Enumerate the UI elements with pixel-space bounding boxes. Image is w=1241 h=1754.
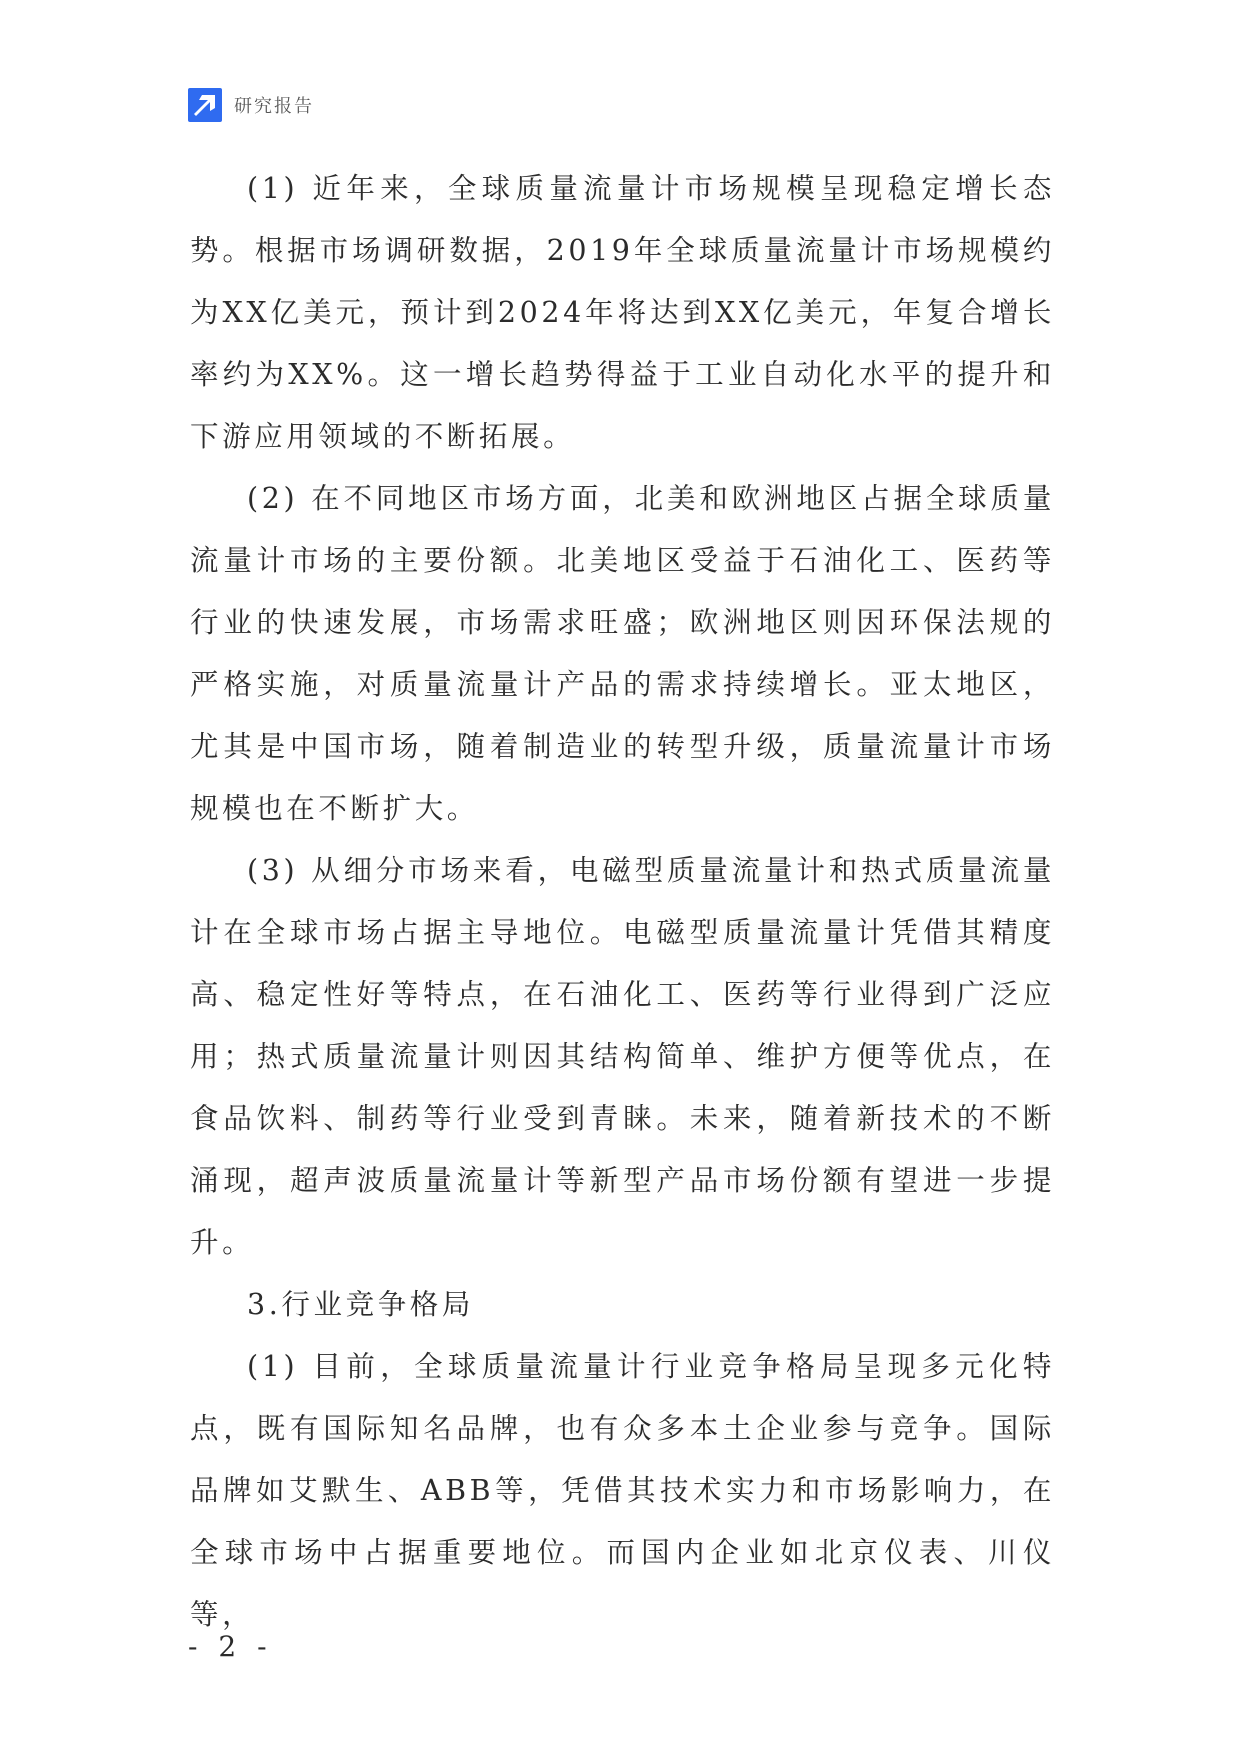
- arrow-up-right-logo-icon: [188, 88, 222, 122]
- page-header: [188, 88, 314, 122]
- paragraph-competition: (1) 目前，全球质量流量计行业竞争格局呈现多元化特点，既有国际知名品牌，也有众多本土企业参与竞争。国际品牌如艾默生、ABB等，凭借其技术实力和市场影响力，在全球市场中占据重要地位。而国内企业如北京仪表、川仪等，: [190, 1350, 1055, 1631]
- page-number: - 2 -: [188, 1630, 273, 1663]
- header-title: 研究报告: [234, 96, 314, 117]
- section-heading: 3.行业竞争格局: [247, 1288, 474, 1321]
- document-body: [190, 158, 1055, 1646]
- paragraph-market-segments: (3) 从细分市场来看，电磁型质量流量计和热式质量流量计在全球市场占据主导地位。电磁型质量流量计凭借其精度高、稳定性好等特点，在石油化工、医药等行业得到广泛应用；热式质量流量计则因其结构简单、维护方便等优点，在食品饮料、制药等行业受到青睐。未来，随着新技术的不断涌现，超声波质量流量计等新型产品市场份额有望进一步提升。: [190, 854, 1055, 1259]
- paragraph-regional-market: (2) 在不同地区市场方面，北美和欧洲地区占据全球质量流量计市场的主要份额。北美地区受益于石油化工、医药等行业的快速发展，市场需求旺盛；欧洲地区则因环保法规的严格实施，对质量流量计产品的需求持续增长。亚太地区，尤其是中国市场，随着制造业的转型升级，质量流量计市场规模也在不断扩大。: [190, 482, 1055, 825]
- paragraph-market-size: (1) 近年来，全球质量流量计市场规模呈现稳定增长态势。根据市场调研数据，2019年全球质量流量计市场规模约为XX亿美元，预计到2024年将达到XX亿美元，年复合增长率约为XX%。这一增长趋势得益于工业自动化水平的提升和下游应用领域的不断拓展。: [190, 172, 1055, 453]
